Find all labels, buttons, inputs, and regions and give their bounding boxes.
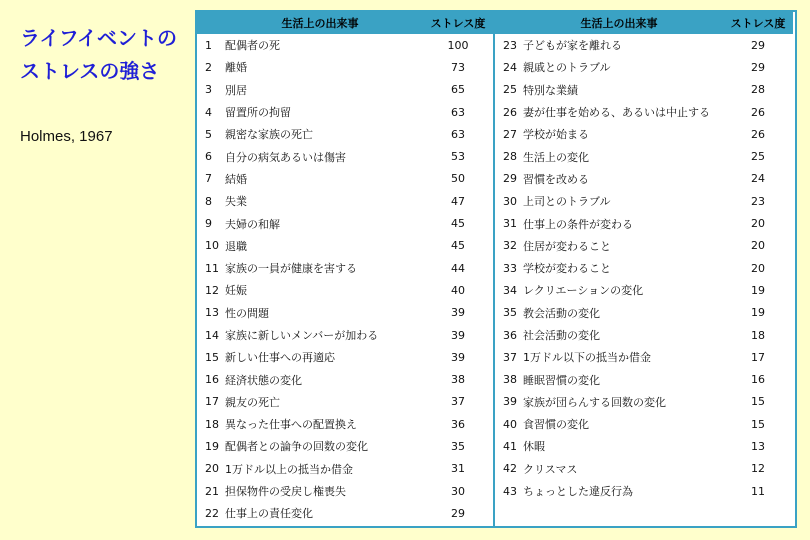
table-body-left [197,34,493,525]
table-row [197,302,493,324]
row-event: 休暇 [523,440,545,454]
row-number: 41 [503,439,517,453]
row-stress: 24 [751,172,765,186]
row-stress: 39 [451,350,465,364]
row-event: 子どもが家を離れる [523,39,622,53]
row-number: 2 [205,60,212,74]
table-row [495,458,793,480]
row-number: 24 [503,60,517,74]
table-row [495,302,793,324]
table-row [197,101,493,123]
row-stress: 63 [451,105,465,119]
row-event: 仕事上の条件が変わる [523,217,633,231]
row-stress: 39 [451,328,465,342]
row-event: 結婚 [225,172,247,186]
row-number: 35 [503,306,517,320]
table-row [197,257,493,279]
table-row [495,435,793,457]
row-number: 43 [503,484,517,498]
row-event: 家族の一員が健康を害する [225,262,357,276]
row-stress: 20 [751,239,765,253]
row-number: 27 [503,127,517,141]
row-number: 1 [205,38,212,52]
row-event: 特別な業績 [523,83,578,97]
table-column-left [197,12,495,526]
header-event: 生活上の出来事 [580,17,658,30]
row-event: 異なった仕事への配置換え [225,418,357,432]
row-stress: 53 [451,150,465,164]
row-stress: 38 [451,373,465,387]
table-row [495,480,793,502]
row-stress: 31 [451,462,465,476]
row-stress: 11 [751,484,765,498]
table-row [197,123,493,145]
row-number: 42 [503,462,517,476]
row-event: ちょっとした違反行為 [523,485,633,499]
header-event: 生活上の出来事 [281,17,359,30]
table-header [495,12,793,34]
table-column-right [495,12,793,526]
row-number: 13 [205,306,219,320]
row-event: 配偶者との論争の回数の変化 [225,440,368,454]
table-row [495,391,793,413]
row-number: 34 [503,283,517,297]
row-number: 22 [205,506,219,520]
row-event: 学校が変わること [523,262,611,276]
row-number: 9 [205,217,212,231]
table-row [197,235,493,257]
row-stress: 45 [451,217,465,231]
row-number: 10 [205,239,219,253]
table-row [495,279,793,301]
row-number: 31 [503,217,517,231]
row-event: 親密な家族の死亡 [225,128,313,142]
row-event: 親戚とのトラブル [523,61,611,75]
row-number: 23 [503,38,517,52]
table-row [197,413,493,435]
row-stress: 45 [451,239,465,253]
row-stress: 26 [751,127,765,141]
row-event: 失業 [225,195,247,209]
row-number: 19 [205,439,219,453]
row-event: 家族が団らんする回数の変化 [523,395,666,409]
row-stress: 28 [751,83,765,97]
row-event: 家族に新しいメンバーが加わる [225,329,379,342]
row-event: 留置所の拘留 [225,106,291,120]
row-event: 習慣を改める [523,172,589,186]
row-event: 上司とのトラブル [523,195,611,209]
row-event: 離婚 [225,61,247,75]
table-row [197,145,493,167]
row-number: 5 [205,127,212,141]
table-row [197,502,493,524]
row-stress: 18 [751,328,765,342]
row-stress: 100 [447,38,469,52]
row-stress: 19 [751,306,765,320]
table-row [197,391,493,413]
row-event: レクリエーションの変化 [523,284,644,298]
row-number: 21 [205,484,219,498]
table-row [495,168,793,190]
table-row [495,324,793,346]
table-row [197,458,493,480]
table-row [495,101,793,123]
row-number: 25 [503,83,517,97]
row-event: 生活上の変化 [523,150,589,164]
row-event: 妊娠 [225,284,247,298]
row-event: 仕事上の責任変化 [225,507,313,521]
row-event: 退職 [225,239,247,253]
table-row [197,435,493,457]
row-number: 16 [205,373,219,387]
row-event: クリスマス [523,462,578,476]
row-stress: 65 [451,83,465,97]
row-number: 30 [503,194,517,208]
table-row [197,346,493,368]
row-stress: 26 [751,105,765,119]
row-event: 配偶者の死 [225,39,280,53]
row-number: 37 [503,350,517,364]
row-stress: 20 [751,261,765,275]
title-line-1: ライフイベントの [20,26,177,50]
citation: Holmes, 1967 [20,128,113,145]
table-row [495,56,793,78]
row-number: 36 [503,328,517,342]
row-event: 性の問題 [225,306,269,320]
row-number: 14 [205,328,219,342]
table-row [495,79,793,101]
row-number: 18 [205,417,219,431]
row-event: 学校が始まる [523,128,589,142]
row-number: 28 [503,150,517,164]
table-row [197,190,493,212]
row-event: 親友の死亡 [225,395,280,409]
table-row [495,212,793,234]
table-row [197,34,493,56]
row-number: 39 [503,395,517,409]
table-row [197,168,493,190]
table-row [197,212,493,234]
row-event: 担保物件の受戻し権喪失 [225,485,346,499]
row-event: 夫婦の和解 [225,217,280,231]
row-event: 住居が変わること [523,239,611,253]
row-stress: 29 [451,506,465,520]
row-event: 経済状態の変化 [225,373,302,387]
table-row [495,190,793,212]
row-stress: 23 [751,194,765,208]
row-stress: 39 [451,306,465,320]
table-row [197,324,493,346]
table-row [197,368,493,390]
row-event: 自分の病気あるいは傷害 [225,150,346,164]
row-stress: 17 [751,350,765,364]
table-row [197,279,493,301]
row-stress: 50 [451,172,465,186]
row-stress: 19 [751,283,765,297]
row-number: 11 [205,261,219,275]
row-number: 7 [205,172,212,186]
table-row [197,480,493,502]
header-stress: ストレス度 [730,17,786,30]
row-event: 食習慣の変化 [523,418,589,432]
row-number: 29 [503,172,517,186]
row-stress: 16 [751,373,765,387]
row-stress: 44 [451,261,465,275]
row-stress: 30 [451,484,465,498]
row-stress: 25 [751,150,765,164]
row-stress: 13 [751,439,765,453]
row-number: 20 [205,462,219,476]
row-number: 3 [205,83,212,97]
page-title [20,22,177,88]
table-row [495,368,793,390]
table-row [495,346,793,368]
row-number: 8 [205,194,212,208]
row-stress: 20 [751,217,765,231]
row-stress: 15 [751,395,765,409]
table-row [495,235,793,257]
row-event: 1万ドル以下の抵当か借金 [523,351,651,365]
row-stress: 47 [451,194,465,208]
row-number: 32 [503,239,517,253]
table-row [197,56,493,78]
row-number: 4 [205,105,212,119]
row-stress: 29 [751,38,765,52]
header-stress: ストレス度 [430,17,486,30]
title-line-2: ストレスの強さ [20,59,160,83]
stress-table [195,10,797,528]
row-number: 26 [503,105,517,119]
row-number: 12 [205,283,219,297]
row-stress: 35 [451,439,465,453]
row-stress: 37 [451,395,465,409]
row-stress: 73 [451,60,465,74]
row-event: 妻が仕事を始める、あるいは中止する [523,106,710,120]
row-number: 40 [503,417,517,431]
row-stress: 15 [751,417,765,431]
table-row [495,413,793,435]
row-number: 17 [205,395,219,409]
row-event: 教会活動の変化 [523,306,600,320]
row-stress: 12 [751,462,765,476]
row-event: 1万ドル以上の抵当か借金 [225,462,353,476]
table-row [495,257,793,279]
row-number: 33 [503,261,517,275]
row-event: 新しい仕事への再適応 [225,351,335,365]
table-body-right [495,34,793,502]
row-stress: 29 [751,60,765,74]
row-event: 社会活動の変化 [523,329,600,342]
row-stress: 40 [451,283,465,297]
table-row [495,145,793,167]
row-stress: 36 [451,417,465,431]
row-stress: 63 [451,127,465,141]
row-event: 睡眠習慣の変化 [523,373,600,387]
row-number: 38 [503,373,517,387]
table-header [197,12,493,34]
table-row [197,79,493,101]
row-event: 別居 [225,83,247,97]
table-row [495,123,793,145]
table-row [495,34,793,56]
row-number: 6 [205,150,212,164]
row-number: 15 [205,350,219,364]
